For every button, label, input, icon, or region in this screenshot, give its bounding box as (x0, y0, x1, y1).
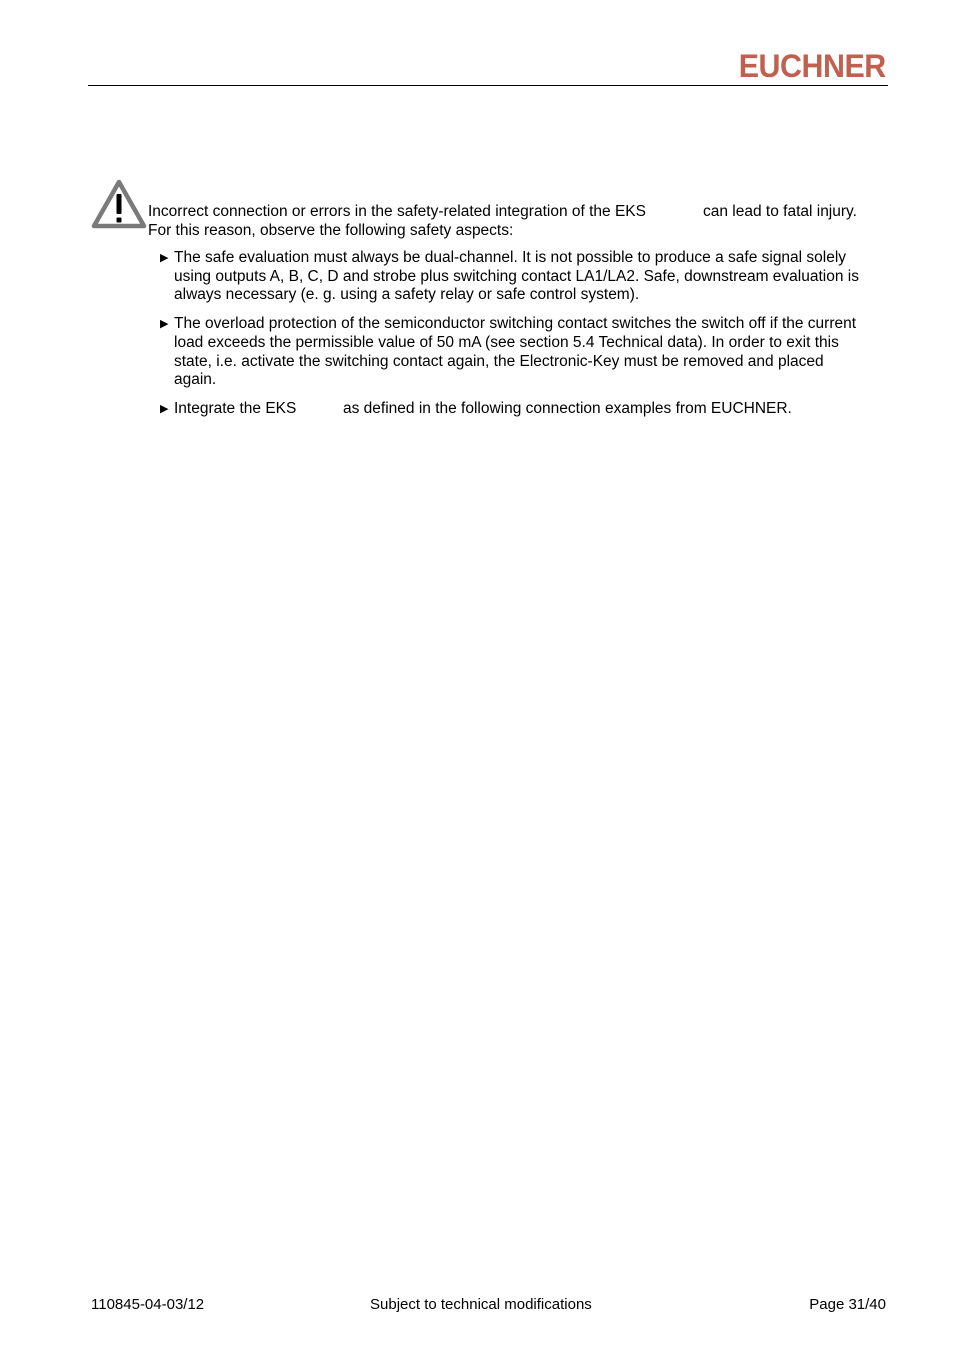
warning-line-1-end: can lead to fatal injury. (703, 203, 857, 220)
safety-aspects-list (160, 249, 890, 429)
warning-triangle-icon (90, 178, 148, 230)
list-item (160, 315, 890, 390)
list-item-text-end: as defined in the following connection examples from EUCHNER. (343, 399, 792, 417)
list-item-text: The overload protection of the semiconductor switching contact switches the switch off if the current load exceeds the permissible value of 50 mA (see section 5.4 Technical data). In order to exit this state, i.e. activate the switching contact again, the Electronic-Key must be removed and placed again. (174, 315, 857, 389)
document-number: 110845-04-03/12 (91, 1296, 205, 1313)
warning-text (148, 202, 888, 240)
euchner-logo: EUCHNER (739, 48, 886, 84)
list-item-text: The safe evaluation must always be dual-channel. It is not possible to produce a safe signal solely using outputs A, B, C, D and strobe plus switching contact LA1/LA2. Safe, downstream evaluation is always necessary (e. g. using a safety relay or safe control system). (174, 249, 859, 304)
list-item-text (174, 400, 890, 419)
page-number: Page 31/40 (809, 1296, 886, 1313)
modification-notice: Subject to technical modifications (370, 1296, 592, 1313)
bullet-arrow-icon: ▶ (160, 252, 169, 264)
list-item (160, 400, 890, 419)
warning-line-2: For this reason, observe the following safety aspects: (148, 222, 514, 239)
page-footer (0, 1296, 954, 1316)
bullet-arrow-icon: ▶ (160, 318, 169, 331)
header-divider (88, 85, 888, 86)
list-item (160, 249, 890, 305)
list-item-text-start: Integrate the EKS (174, 399, 297, 417)
bullet-arrow-icon: ▶ (160, 402, 169, 415)
warning-line-1 (148, 202, 888, 221)
warning-line-1-start: Incorrect connection or errors in the safety-related integration of the EKS (148, 203, 646, 220)
